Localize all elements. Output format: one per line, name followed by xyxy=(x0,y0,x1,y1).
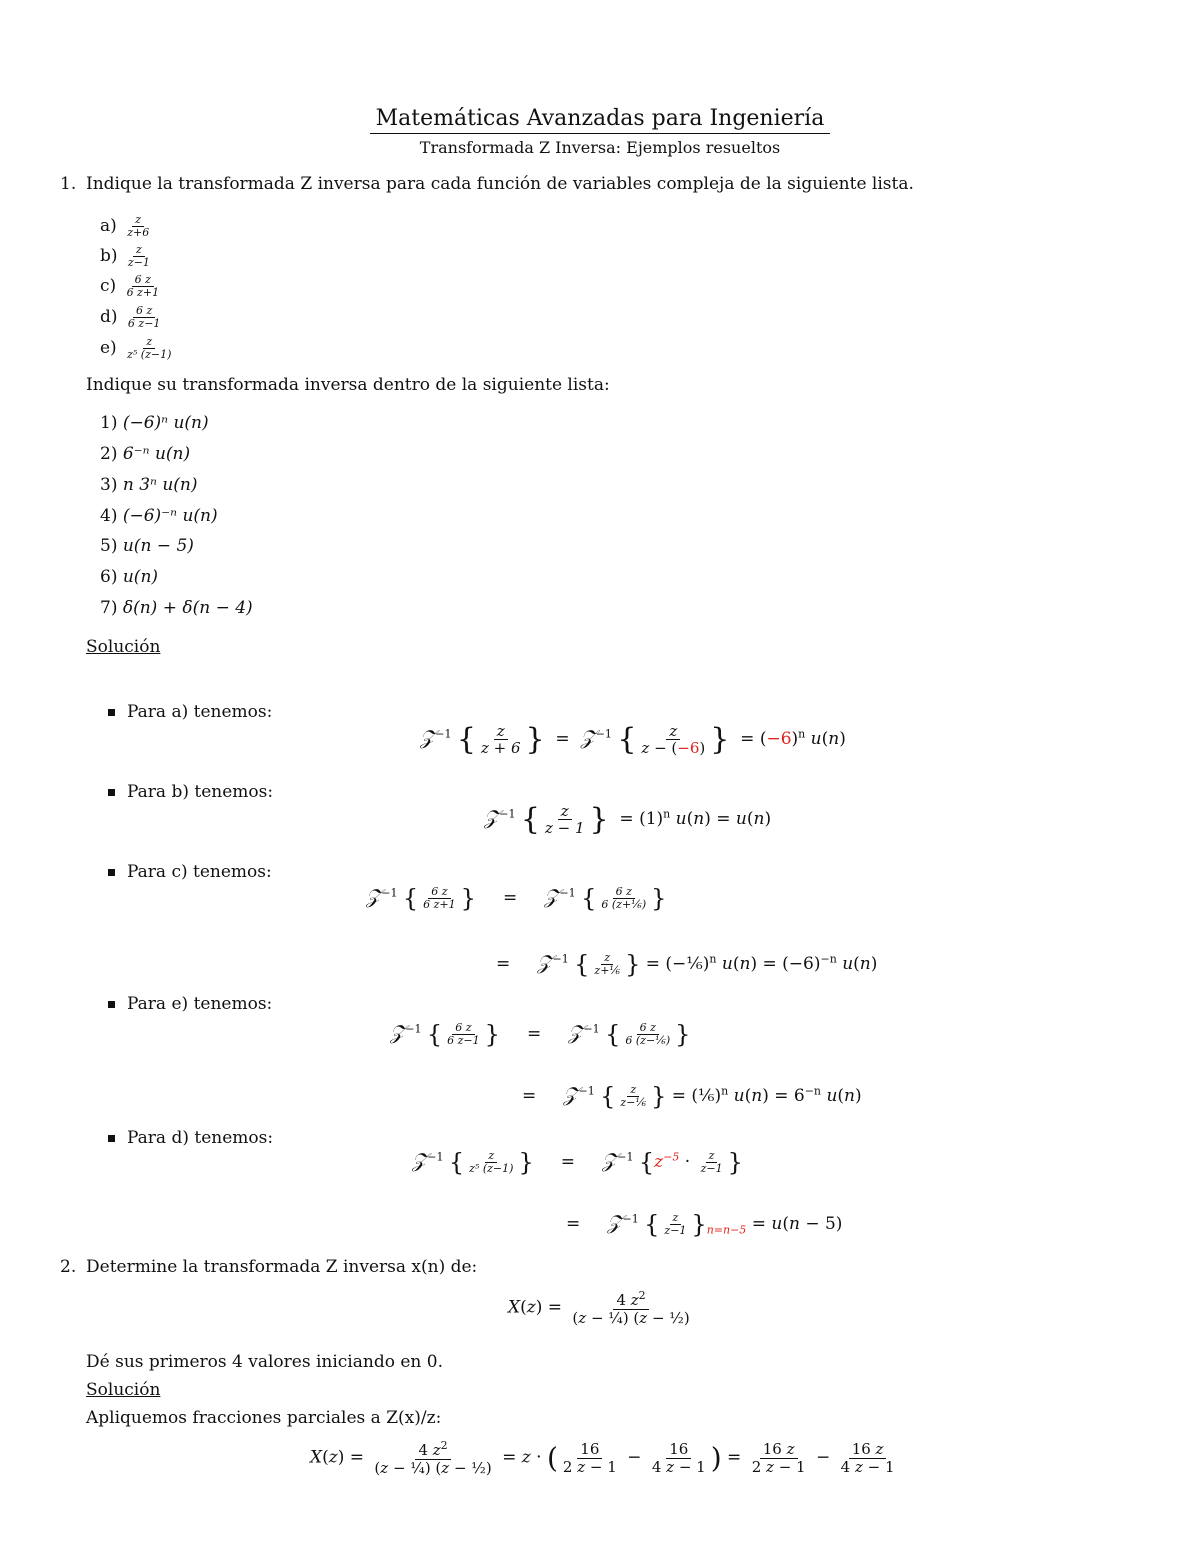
option-item: 3) n 3ⁿ u(n) xyxy=(100,475,198,495)
values-request: Dé sus primeros 4 valores iniciando en 0. xyxy=(86,1352,443,1372)
case-intro: Para e) tenemos: xyxy=(108,994,272,1014)
equation: 𝒵$^{-1}$ { $\frac{z}{\text{z⁵ (z−1)}}$ } = 𝒵$^{-1}$ {$z^{-5}$ · $\frac{z}{z-1}$ } xyxy=(412,1148,743,1177)
equation: = 𝒵$^{-1}$ { $\frac{z}{z-1}$ }$_{n=n-5} = u(n - 5)$ xyxy=(566,1210,843,1239)
equation: X(z) = $\frac{4 z^2}{\text{(z − ¼) (z − ½)}}$ = z · ( $\frac{16}{2 z - 1}$ − $\frac{16}{4 z - 1}$ ) = $\frac{16 z}{2 z - 1}$ − $\frac{16 z}{4 z - 1}$ xyxy=(310,1439,895,1477)
option-item: 2) 6⁻ⁿ u(n) xyxy=(100,444,191,464)
problem-2-number: 2. xyxy=(60,1257,77,1277)
option-item: 1) (−6)ⁿ u(n) xyxy=(100,413,209,433)
equation: 𝒵$^{-1}$ { $\frac{z}{z + 6}$ } = 𝒵$^{-1}$ { $\frac{z}{z - (-6)}$ } = $(-6)^n$ u(n) xyxy=(420,721,846,757)
list-item: a) $\frac{z}{z+6}$ xyxy=(100,213,150,240)
option-item: 7) δ(n) + δ(n − 4) xyxy=(100,598,253,618)
page-title: Matemáticas Avanzadas para Ingeniería xyxy=(0,106,1200,131)
bullet-icon xyxy=(108,1001,115,1008)
solution-heading: Solución xyxy=(86,637,161,657)
partial-intro: Apliquemos fracciones parciales a Z(x)/z: xyxy=(86,1408,442,1428)
list-item: e) $\frac{z}{\text{z⁵ (z−1)}}$ xyxy=(100,335,172,362)
list-item: b) $\frac{z}{z-1}$ xyxy=(100,243,150,270)
equation: 𝒵$^{-1}$ { $\frac{z}{z - 1}$ } = $(1)^n$ u(n) = u(n) xyxy=(484,801,772,837)
option-item: 5) u(n − 5) xyxy=(100,536,194,556)
equation: = 𝒵$^{-1}$ { $\frac{z}{\text{z+⅙}}$ } = (−⅙)$^n$ $u(n) = (-6)^{-n}$ u(n) xyxy=(496,950,878,979)
problem-1-number: 1. xyxy=(60,174,77,194)
bullet-icon xyxy=(108,869,115,876)
solution-heading: Solución xyxy=(86,1380,161,1400)
case-intro: Para c) tenemos: xyxy=(108,862,272,882)
option-item: 4) (−6)⁻ⁿ u(n) xyxy=(100,506,218,526)
case-intro: Para b) tenemos: xyxy=(108,782,273,802)
case-intro: Para a) tenemos: xyxy=(108,702,272,722)
equation: 𝒵$^{-1}$ { $\frac{6 z}{6 z-1}$ } = 𝒵$^{-1}$ { $\frac{6 z}{\text{6 (z−⅙)}}$ } xyxy=(390,1020,691,1049)
equation: = 𝒵$^{-1}$ { $\frac{z}{\text{z−⅙}}$ } = (⅙)$^n$ $u(n) = 6^{-n}$ u(n) xyxy=(522,1082,862,1111)
list-intro: Indique su transformada inversa dentro de la siguiente lista: xyxy=(86,375,610,395)
bullet-icon xyxy=(108,1135,115,1142)
bullet-icon xyxy=(108,789,115,796)
problem-2-statement: Determine la transformada Z inversa x(n) de: xyxy=(86,1257,478,1277)
case-intro: Para d) tenemos: xyxy=(108,1128,273,1148)
bullet-icon xyxy=(108,709,115,716)
page-subtitle: Transformada Z Inversa: Ejemplos resueltos xyxy=(419,138,781,157)
option-item: 6) u(n) xyxy=(100,567,159,587)
list-item: d) $\frac{6 z}{6 z-1}$ xyxy=(100,304,161,331)
list-item: c) $\frac{6 z}{6 z+1}$ xyxy=(100,273,160,300)
equation: 𝒵$^{-1}$ { $\frac{6 z}{6 z+1}$ } = 𝒵$^{-1}$ { $\frac{6 z}{\text{6 (z+⅙)}}$ } xyxy=(366,884,667,913)
equation: X(z) = $\frac{4 z^2}{\text{(z − ¼) (z − ½)}}$ xyxy=(508,1289,690,1327)
problem-1-statement: Indique la transformada Z inversa para cada función de variables compleja de la siguiente lista. xyxy=(86,174,914,194)
